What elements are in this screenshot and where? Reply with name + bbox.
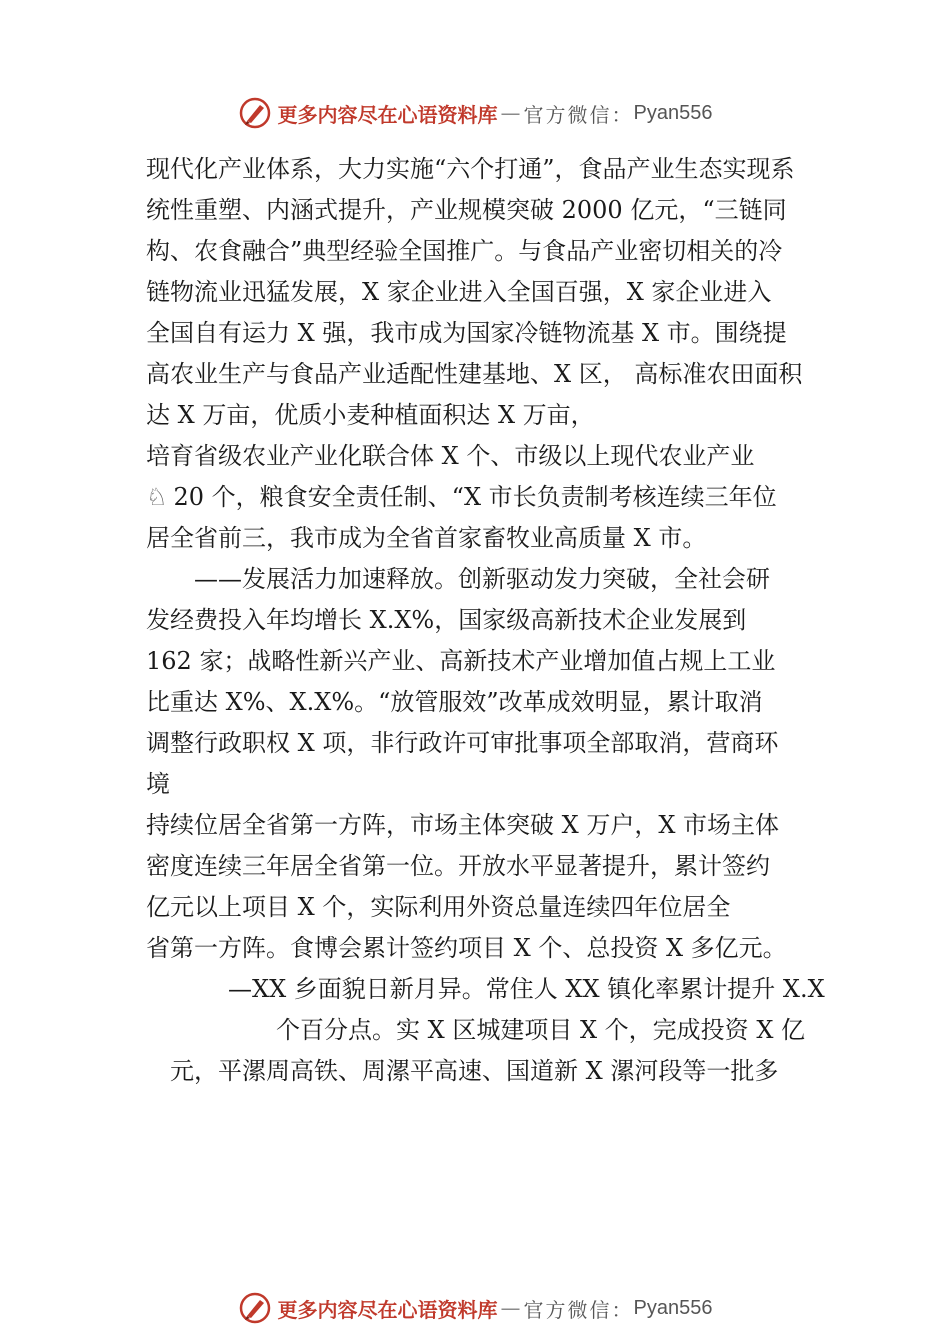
text-line: 省第一方阵。食博会累计签约项目 X 个、总投资 X 多亿元。 <box>146 934 787 962</box>
pen-logo-icon <box>238 96 272 130</box>
text-line-content: 20 个，粮食安全责任制、“X 市长负责制考核连续三年位 <box>173 483 777 511</box>
text-line: 构、农食融合”典型经验全国推广。与食品产业密切相关的冷 <box>146 237 783 265</box>
header-wechat-label: 官方微信： <box>523 102 634 127</box>
text-line: 发经费投入年均增长 X.X%，国家级高新技术企业发展到 <box>146 606 747 634</box>
text-line: 密度连续三年居全省第一位。开放水平显著提升，累计签约 <box>146 852 770 880</box>
header-banner <box>0 93 950 133</box>
header-brand: 更多内容尽在心语资料库 <box>277 102 498 127</box>
header-separator: — <box>500 101 521 125</box>
text-line: —XX 乡面貌日新月异。常住人 XX 镇化率累计提升 X.X <box>228 975 825 1003</box>
footer-separator: — <box>500 1296 521 1320</box>
footer-brand: 更多内容尽在心语资料库 <box>277 1297 498 1322</box>
footer-wechat-label: 官方微信： <box>523 1297 634 1322</box>
text-line: 高农业生产与食品产业适配性建基地、X 区， 高标准农田面积 <box>146 360 803 388</box>
text-line: 亿元以上项目 X 个，实际利用外资总量连续四年位居全 <box>146 893 731 921</box>
header-account: Pyan556 <box>633 101 713 124</box>
footer-account: Pyan556 <box>633 1296 713 1319</box>
text-line: 元，平漯周高铁、周漯平高速、国道新 X 漯河段等一批多 <box>170 1057 779 1085</box>
footer-banner <box>0 1288 950 1328</box>
text-line: 境 <box>146 770 170 798</box>
text-line <box>146 480 777 514</box>
text-line: 统性重塑、内涵式提升，产业规模突破 2000 亿元，“三链同 <box>146 196 787 224</box>
text-line: 居全省前三，我市成为全省首家畜牧业高质量 X 市。 <box>146 524 707 552</box>
text-line: 162 家；战略性新兴产业、高新技术产业增加值占规上工业 <box>146 647 776 675</box>
text-line: ——发展活力加速释放。创新驱动发力突破，全社会研 <box>194 565 770 593</box>
text-line: 达 X 万亩，优质小麦种植面积达 X 万亩， <box>146 401 595 429</box>
pen-logo-icon <box>238 1291 272 1325</box>
text-line: 调整行政职权 X 项，非行政许可审批事项全部取消，营商环 <box>146 729 779 757</box>
text-line: 培育省级农业产业化联合体 X 个、市级以上现代农业产业 <box>146 442 755 470</box>
text-line: 个百分点。实 X 区城建项目 X 个，完成投资 X 亿 <box>276 1016 806 1044</box>
text-line: 比重达 X%、X.X%。“放管服效”改革成效明显，累计取消 <box>146 688 763 716</box>
line-prefix-mark: ♘ <box>146 483 168 511</box>
text-line: 现代化产业体系，大力实施“六个打通”，食品产业生态实现系 <box>146 155 795 183</box>
text-line: 全国自有运力 X 强，我市成为国家冷链物流基 X 市。围绕提 <box>146 319 787 347</box>
text-line: 持续位居全省第一方阵，市场主体突破 X 万户，X 市场主体 <box>146 811 780 839</box>
text-line: 链物流业迅猛发展，X 家企业进入全国百强，X 家企业进入 <box>146 278 772 306</box>
